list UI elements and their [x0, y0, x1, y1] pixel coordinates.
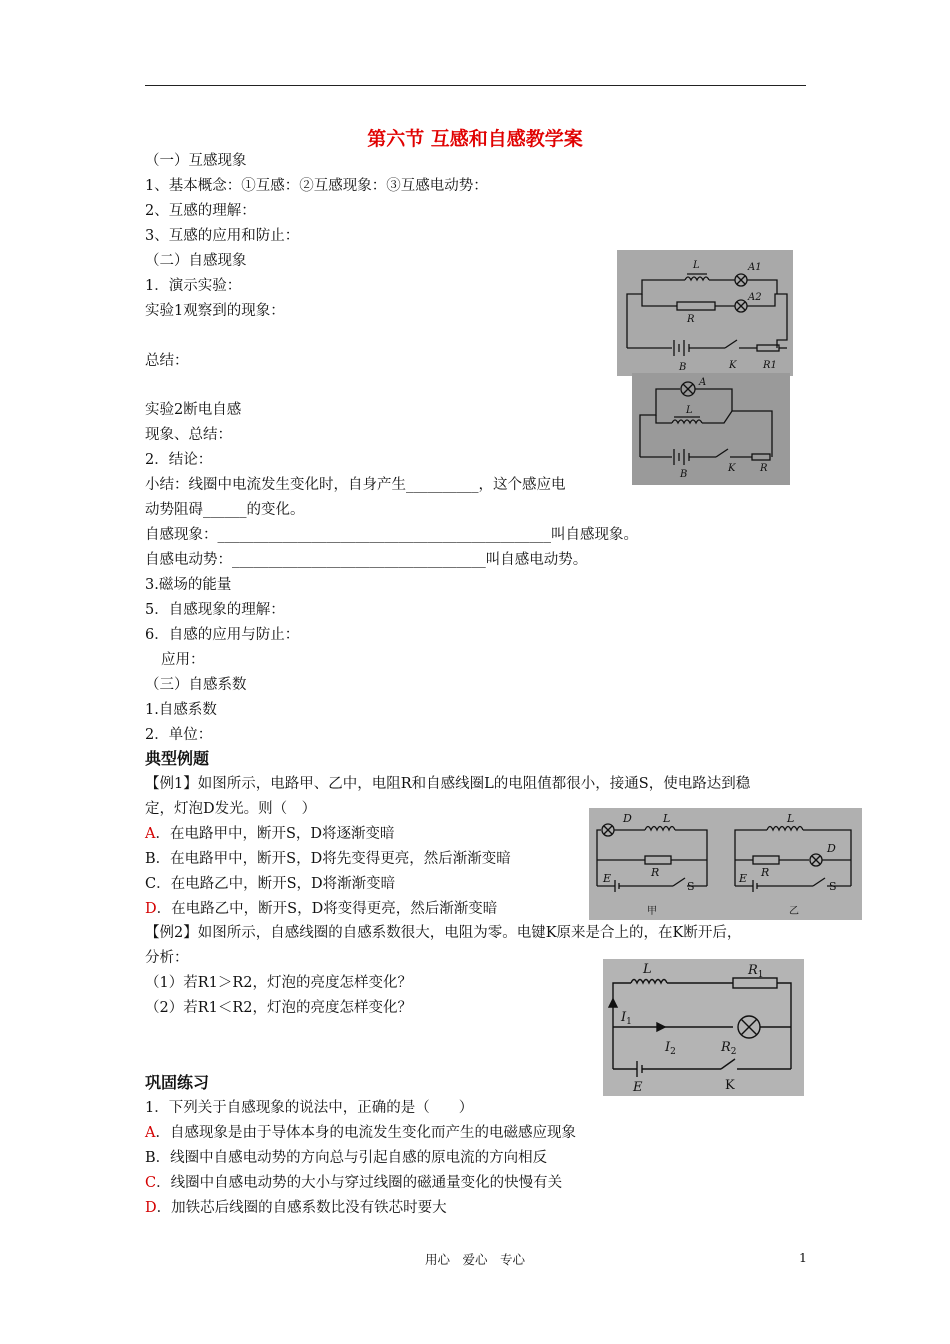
examples-heading: 典型例题: [145, 749, 210, 768]
page-number: 1: [799, 1250, 807, 1265]
practice-option-c: C．线圈中自感电动势的大小与穿过线圈的磁通量变化的快慢有关: [145, 1175, 563, 1191]
text-line: 2、互感的理解：: [145, 203, 256, 219]
fig2-label-K: K: [728, 463, 736, 474]
fig1-label-A2: A2: [748, 292, 762, 303]
fig3-yi-label-R: R: [761, 866, 770, 879]
page-title: 第六节 互感和自感教学案: [367, 128, 583, 150]
example2-question-2: （2）若R1＜R2，灯泡的亮度怎样变化？: [145, 1000, 413, 1016]
example1-text: 定，灯泡D发光。则（ ）: [145, 801, 317, 817]
section-self-induction: （二）自感现象: [145, 253, 247, 269]
example1-text: 【例1】如图所示，电路甲、乙中，电阻R和自感线圈L的电阻值都很小，接通S，使电路达到稳: [145, 776, 751, 792]
fig1-label-R1: R1: [763, 360, 777, 371]
text-line: 实验1观察到的现象：: [145, 303, 285, 319]
practice-option-a: A．自感现象是由于导体本身的电流发生变化而产生的电磁感应现象: [145, 1125, 576, 1141]
fig1-label-K: K: [729, 360, 737, 371]
example2-text: 分析：: [145, 950, 189, 966]
text-line: 小结：线圈中电流发生变化时，自身产生__________，这个感应电: [145, 477, 566, 493]
text-line: 自感电动势：___________________________________叫自感电动势。: [145, 552, 588, 568]
text-line: 实验2断电自感: [145, 402, 242, 418]
fig3-yi-label-E: E: [739, 872, 748, 885]
fig1-label-L: L: [693, 260, 700, 271]
text-line: 1.自感系数: [145, 702, 217, 718]
circuit-figure-2: [632, 373, 790, 485]
text-line: 1、基本概念：①互感：②互感现象：③互感电动势：: [145, 178, 488, 194]
fig3-jia-label-R: R: [651, 866, 660, 879]
example1-option-b: B．在电路甲中，断开S，D将先变得更亮，然后渐渐变暗: [145, 851, 511, 867]
section-self-inductance: （三）自感系数: [145, 677, 247, 693]
fig1-label-R: R: [687, 314, 695, 325]
fig4-label-E: E: [633, 1080, 643, 1095]
fig3-caption-yi: 乙: [789, 906, 799, 917]
text-line: 现象、总结：: [145, 427, 232, 443]
practice-heading: 巩固练习: [145, 1073, 210, 1092]
fig4-label-R2: $R_2$: [721, 1040, 737, 1057]
fig3-yi-label-L: L: [787, 812, 795, 825]
fig4-label-R1: $R_1$: [748, 963, 764, 980]
fig2-label-L: L: [686, 405, 693, 416]
fig2-label-A: A: [699, 377, 707, 388]
practice-option-d: D．加铁芯后线圈的自感系数比没有铁芯时要大: [145, 1200, 447, 1216]
example1-option-a: A．在电路甲中，断开S，D将逐渐变暗: [145, 826, 395, 842]
fig3-jia-label-D: D: [623, 812, 632, 825]
circuit-figure-1: [617, 250, 793, 376]
page-footer: 用心 爱心 专心: [424, 1252, 525, 1267]
text-line: 3、互感的应用和防止：: [145, 228, 300, 244]
fig3-jia-label-L: L: [663, 812, 671, 825]
fig1-label-B: B: [679, 362, 687, 373]
text-line: 6．自感的应用与防止：: [145, 627, 300, 643]
fig1-label-A1: A1: [748, 262, 762, 273]
text-line: 1．演示实验：: [145, 278, 242, 294]
text-line: 自感现象：______________________________________________叫自感现象。: [145, 527, 638, 543]
text-line: 2．单位：: [145, 727, 213, 743]
fig2-label-B: B: [680, 469, 688, 480]
text-line: 应用：: [161, 652, 205, 668]
header-rule: [145, 85, 806, 86]
fig2-label-R: R: [760, 463, 768, 474]
text-line: 3.磁场的能量: [145, 577, 232, 593]
text-line: 5．自感现象的理解：: [145, 602, 285, 618]
section-mutual-induction: （一）互感现象: [145, 153, 247, 169]
fig3-yi-label-D: D: [827, 842, 836, 855]
example1-option-d: D．在电路乙中，断开S，D将变得更亮，然后渐渐变暗: [145, 901, 498, 917]
fig3-yi-label-S: S: [829, 880, 837, 893]
text-line: 动势阻碍______的变化。: [145, 502, 305, 518]
fig4-label-I1: $I_1$: [621, 1010, 632, 1027]
fig3-jia-label-E: E: [603, 872, 612, 885]
example2-question-1: （1）若R1＞R2，灯泡的亮度怎样变化？: [145, 975, 413, 991]
fig3-caption-jia: 甲: [647, 906, 657, 917]
fig3-jia-label-S: S: [687, 880, 695, 893]
fig4-label-I2: $I_2$: [665, 1040, 676, 1057]
practice-option-b: B．线圈中自感电动势的方向总与引起自感的原电流的方向相反: [145, 1150, 548, 1166]
fig4-label-L: L: [643, 962, 652, 977]
example2-text: 【例2】如图所示，自感线圈的自感系数很大，电阻为零。电键K原来是合上的，在K断开后，: [145, 925, 742, 941]
text-line: 总结：: [145, 353, 189, 369]
text-line: 2．结论：: [145, 452, 213, 468]
example1-option-c: C．在电路乙中，断开S，D将渐渐变暗: [145, 876, 396, 892]
practice-question: 1．下列关于自感现象的说法中，正确的是（ ）: [145, 1100, 474, 1116]
circuit-figure-3: [589, 808, 862, 920]
fig4-label-K: K: [725, 1078, 735, 1093]
circuit-figure-4: [603, 959, 804, 1096]
